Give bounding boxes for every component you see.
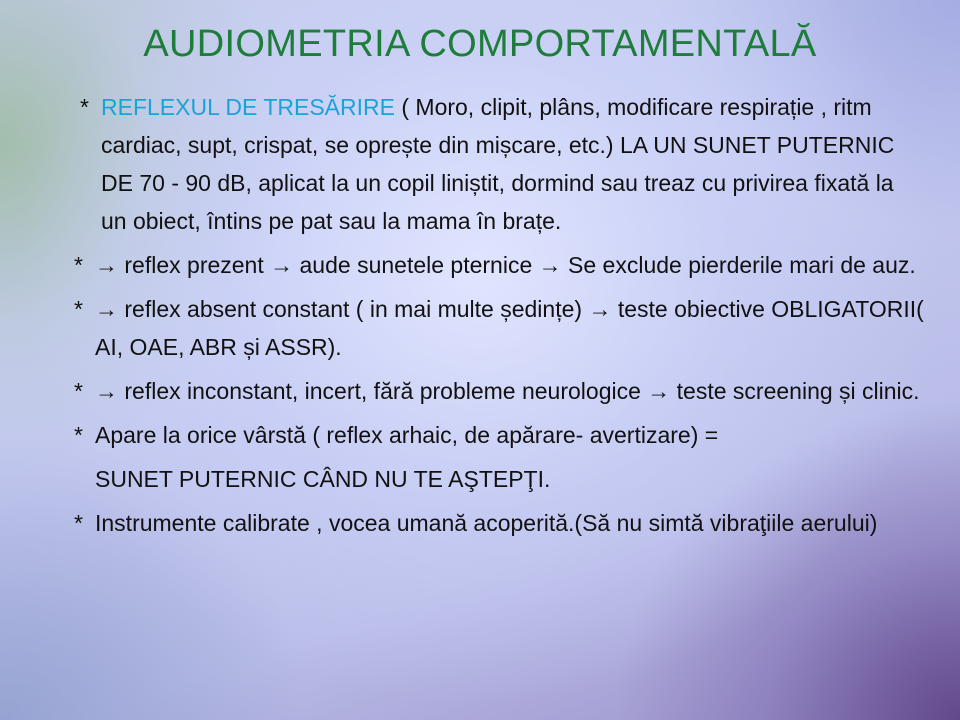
paragraph-reflex-inconstant: [74, 372, 924, 410]
bullet-marker: *: [74, 510, 83, 536]
highlight-term: REFLEXUL DE TRESĂRIRE: [101, 94, 395, 120]
paragraph-any-age: [74, 416, 924, 454]
paragraph-text: → reflex absent constant ( in mai multe ședințe) → teste obiective OBLIGATORII( AI, OAE, ABR și ASSR).: [95, 296, 924, 360]
paragraph-startle-reflex: [80, 88, 924, 240]
slide-content: [74, 88, 924, 548]
paragraph-text: → reflex inconstant, incert, fără probleme neurologice → teste screening și clinic.: [95, 378, 920, 404]
bullet-marker: *: [74, 378, 83, 404]
slide-title: AUDIOMETRIA COMPORTAMENTALĂ: [143, 23, 817, 65]
paragraph-text: → reflex prezent → aude sunetele pternice → Se exclude pierderile mari de auz.: [95, 252, 916, 278]
paragraph-text: Apare la orice vârstă ( reflex arhaic, de apărare- avertizare) =: [95, 422, 719, 448]
bullet-marker: *: [74, 422, 83, 448]
paragraph-text: Instrumente calibrate , vocea umană acoperită.(Să nu simtă vibraţiile aerului): [95, 510, 878, 536]
paragraph-loud-sound: [74, 460, 924, 498]
paragraph-instruments: [74, 504, 924, 542]
paragraph-text: ( Moro, clipit, plâns, modificare respirație , ritm cardiac, supt, crispat, se oprește din mișcare, etc.) LA UN SUNET PUTERNIC DE 70 - 90 dB, aplicat la un copil liniștit, dormind sau treaz cu privirea fixată la un obiect, întins pe pat sau la mama în brațe.: [101, 94, 895, 234]
paragraph-text: SUNET PUTERNIC CÂND NU TE AŞTEPŢI.: [95, 466, 551, 492]
bullet-marker: *: [74, 252, 83, 278]
bullet-marker: *: [80, 94, 89, 120]
paragraph-reflex-present: [74, 246, 924, 284]
bullet-marker: *: [74, 296, 83, 322]
paragraph-reflex-absent: [74, 290, 924, 366]
